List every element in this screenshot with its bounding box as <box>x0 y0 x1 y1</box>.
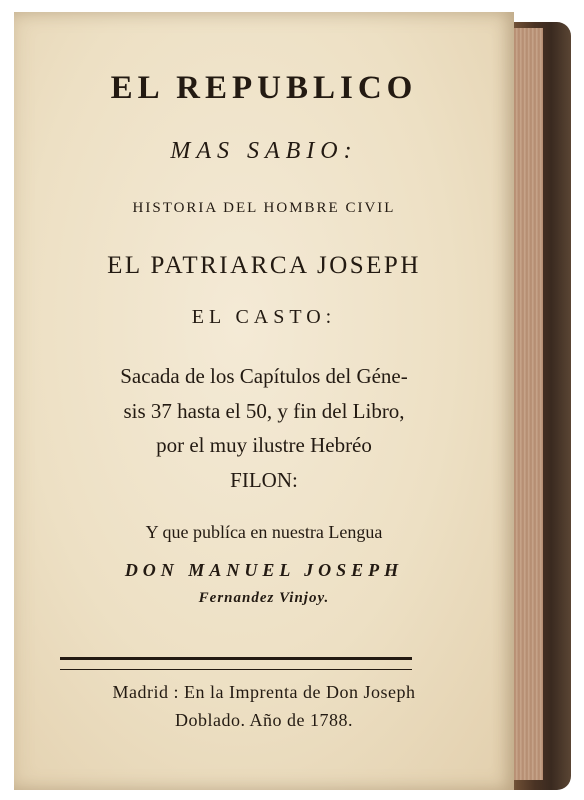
description-line-1: Sacada de los Capítulos del Géne- <box>120 364 408 388</box>
author-line-2: Fernandez Vinjoy. <box>198 590 330 606</box>
description-line-3: por el muy ilustre Hebréo <box>156 433 372 457</box>
description-line-2: sis 37 hasta el 50, y fin del Libro, <box>123 399 405 423</box>
title-line-4: EL PATRIARCA JOSEPH <box>107 252 421 279</box>
title-line-5: EL CASTO: <box>191 306 337 328</box>
divider-rule <box>60 657 412 670</box>
title-line-1: EL REPUBLICO <box>110 70 418 106</box>
imprint-line-2: Doblado. Año de 1788. <box>175 710 353 730</box>
publisher-line: Y que publíca en nuestra Lengua <box>145 522 383 542</box>
title-line-3: HISTORIA DEL HOMBRE CIVIL <box>132 200 396 216</box>
imprint-line-1: Madrid : En la Imprenta de Don Joseph <box>112 682 416 702</box>
description-line-4: FILON: <box>230 468 298 492</box>
title-line-2: MAS SABIO: <box>170 138 358 164</box>
author-line-1: DON MANUEL JOSEPH <box>124 560 404 580</box>
title-page <box>14 12 514 790</box>
